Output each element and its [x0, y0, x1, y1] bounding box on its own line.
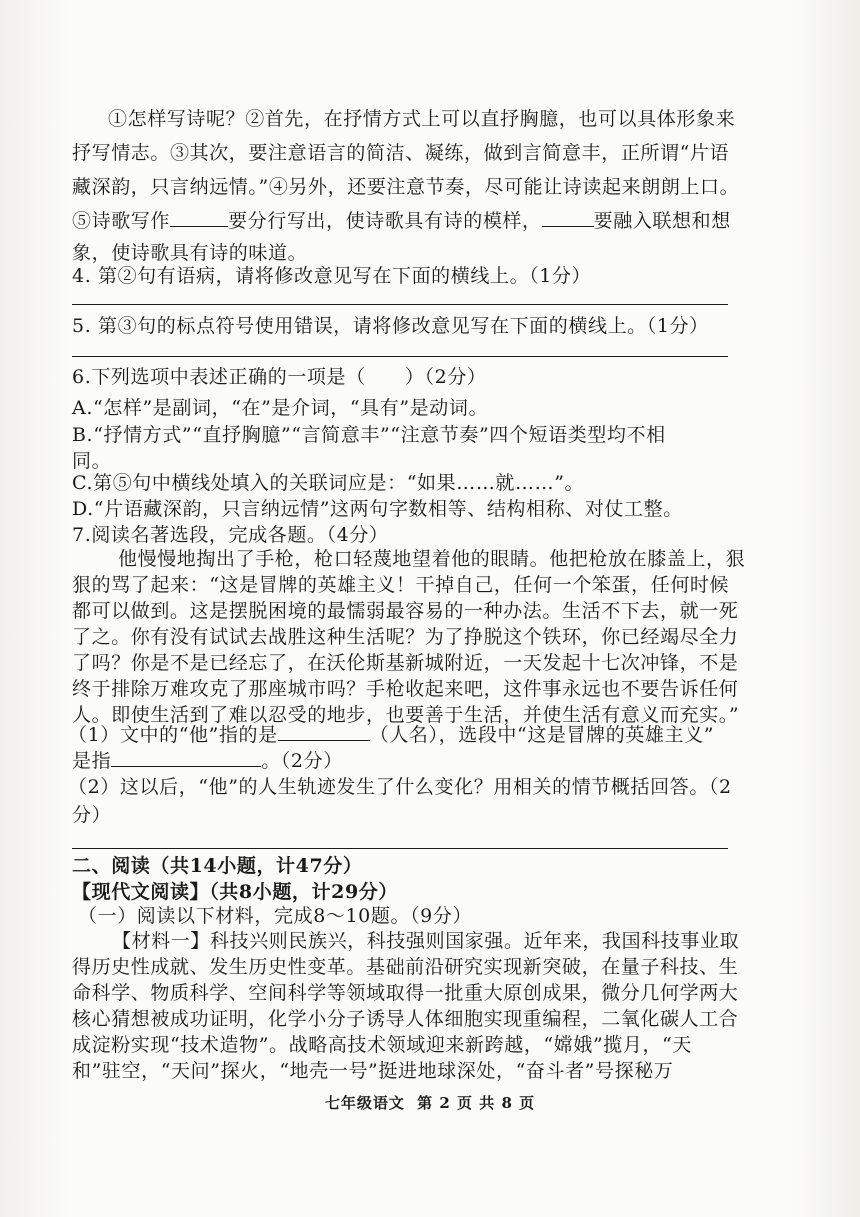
- option-c: C.第⑤句中横线处填入的关联词应是：“如果……就……”。: [72, 472, 585, 494]
- passage-line-5: 象，使诗歌具有诗的味道。: [72, 242, 308, 264]
- option-a: A.“怎样”是副词，“在”是介词，“具有”是动词。: [72, 397, 489, 419]
- footer-page-number: 第 2 页 共 8 页: [417, 1094, 536, 1112]
- question-text: （1）文中的“他”指的是: [68, 724, 278, 746]
- excerpt-line-6: 终于排除万难攻克了那座城市吗？手枪收起来吧，这件事永远也不要告诉任何: [72, 678, 739, 700]
- passage-line-2: 抒写情志。③其次，要注意语言的简洁、凝练，做到言简意丰，正所谓“片语: [72, 142, 730, 164]
- excerpt-line-4: 了之。你有没有试试去战胜这种生活呢？为了挣脱这个铁环，你已经竭尽全力: [72, 626, 739, 648]
- fill-blank[interactable]: [542, 208, 594, 227]
- question-5: 5. 第③句的标点符号使用错误，请将修改意见写在下面的横线上。（1分）: [72, 315, 709, 337]
- passage-line-4: [72, 208, 731, 234]
- section-2-title: 二、阅读（共14小题，计47分）: [72, 855, 363, 877]
- question-text: 。（2分）: [261, 750, 343, 772]
- sub-question-1-cont: [72, 748, 343, 774]
- option-b: B.“抒情方式”“直抒胸臆”“言简意丰”“注意节奏”四个短语类型均不相: [72, 424, 666, 446]
- passage-text: ⑤诗歌写作: [72, 210, 171, 232]
- answer-line-q7[interactable]: [72, 848, 728, 849]
- meaning-blank[interactable]: [111, 748, 261, 767]
- question-text: （人名），选段中“这是冒牌的英雄主义”: [369, 724, 715, 746]
- passage-text: 要分行写出，使诗歌具有诗的模样，: [228, 210, 542, 232]
- fill-blank[interactable]: [170, 208, 228, 227]
- excerpt-line-5: 了吗？你是不是已经忘了，在沃伦斯基新城附近，一天发起十七次冲锋，不是: [72, 652, 739, 674]
- material-line-6: 和”驻空，“天问”探火，“地壳一号”挺进地球深处，“奋斗者”号探秘万: [72, 1060, 674, 1082]
- part-1-title: （一）阅读以下材料，完成8～10题。（9分）: [78, 905, 473, 927]
- material-line-4: 核心猜想被成功证明，化学小分子诱导人体细胞实现重编程，二氧化碳人工合: [72, 1008, 739, 1030]
- material-line-2: 得历史性成就、发生历史性变革。基础前沿研究实现新突破，在量子科技、生: [72, 956, 739, 978]
- question-4: 4. 第②句有语病，请将修改意见写在下面的横线上。（1分）: [72, 265, 592, 287]
- question-6-stem: 6.下列选项中表述正确的一项是（ ）（2分）: [72, 366, 487, 388]
- excerpt-line-7: 人。即使生活到了难以忍受的地步，也要善于生活，并使生活有意义而充实。”: [72, 704, 740, 726]
- question-text: 是指: [72, 750, 112, 772]
- answer-line-q4[interactable]: [72, 304, 728, 305]
- passage-line-1: ①怎样写诗呢？②首先，在抒情方式上可以直抒胸臆，也可以具体形象来: [108, 108, 736, 130]
- question-7-stem: 7.阅读名著选段，完成各题。（4分）: [72, 524, 389, 546]
- material-line-5: 成淀粉实现“技术造物”。战略高技术领域迎来新跨越，“嫦娥”揽月，“天: [72, 1034, 692, 1056]
- footer-subject: 七年级语文: [324, 1094, 405, 1112]
- modern-reading-title: 【现代文阅读】（共8小题，计29分）: [72, 881, 398, 903]
- passage-text: 要融入联想和想: [593, 210, 731, 232]
- excerpt-line-1: 他慢慢地掏出了手枪，枪口轻蔑地望着他的眼睛。他把枪放在膝盖上，狠: [118, 548, 746, 570]
- page-footer: [0, 1092, 860, 1113]
- name-blank[interactable]: [278, 722, 370, 741]
- answer-line-q5[interactable]: [72, 356, 728, 357]
- material-line-1: 【材料一】科技兴则民族兴，科技强则国家强。近年来，我国科技事业取: [112, 930, 740, 952]
- sub-question-1: [68, 722, 714, 748]
- sub-question-2: （2）这以后，“他”的人生轨迹发生了什么变化？用相关的情节概括回答。（2: [68, 776, 732, 798]
- excerpt-line-2: 狠的骂了起来：“这是冒牌的英雄主义！干掉自己，任何一个笨蛋，任何时候: [72, 574, 730, 596]
- material-line-3: 命科学、物质科学、空间科学等领域取得一批重大原创成果，微分几何学两大: [72, 982, 739, 1004]
- passage-line-3: 藏深韵，只言纳远情。”④另外，还要注意节奏，尽可能让诗读起来朗朗上口。: [72, 176, 740, 198]
- option-d: D.“片语藏深韵，只言纳远情”这两句字数相等、结构相称、对仗工整。: [72, 498, 683, 520]
- option-b-cont: 同。: [72, 450, 112, 472]
- sub-question-2-cont: 分）: [72, 804, 112, 826]
- excerpt-line-3: 都可以做到。这是摆脱困境的最懦弱最容易的一种办法。生活不下去，就一死: [72, 600, 739, 622]
